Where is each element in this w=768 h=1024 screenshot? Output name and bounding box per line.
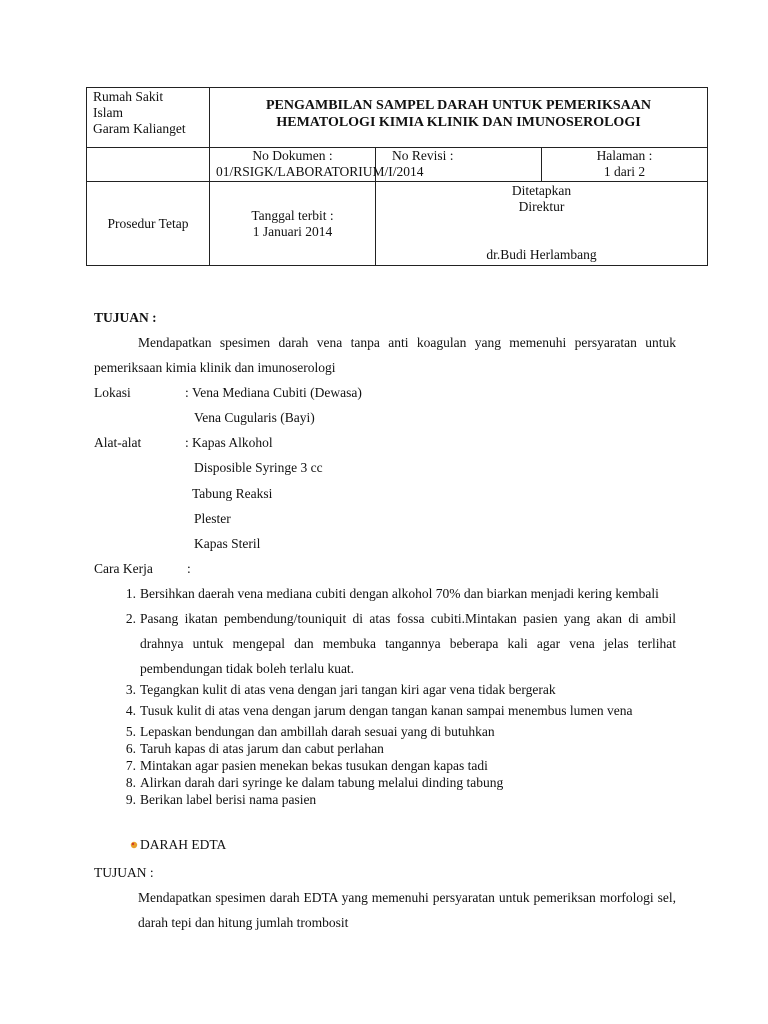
step-text: Lepaskan bendungan dan ambillah darah sesuai yang di butuhkan bbox=[140, 724, 495, 739]
step-text: Pasang ikatan pembendung/touniquit di atas fossa cubiti.Mintakan pasien yang akan di ambil drahnya untuk mengepal dan membuka tangannya beberapa kali agar vena jelas terlihat pembendungan tidak boleh terlalu kuat. bbox=[140, 611, 676, 676]
hospital-name-line-3: Garam Kalianget bbox=[93, 121, 186, 136]
list-item: 9. Berikan label berisi nama pasien bbox=[125, 792, 317, 807]
list-item: 5. Lepaskan bendungan dan ambillah darah sesuai yang di butuhkan bbox=[125, 724, 495, 739]
tools-row bbox=[94, 481, 676, 506]
section-heading: TUJUAN : bbox=[94, 865, 154, 880]
tools-row bbox=[94, 455, 676, 480]
document-number-label: No Dokumen : bbox=[252, 148, 333, 163]
revision-label: No Revisi : bbox=[392, 148, 454, 163]
document-number-value: 01/RSIGK/LABORATORIUM/I/2014 bbox=[216, 164, 424, 179]
tool-item: Kapas Steril bbox=[194, 536, 261, 551]
signatory-name: dr.Budi Herlambang bbox=[486, 247, 597, 262]
hospital-name-line-1: Rumah Sakit bbox=[93, 89, 164, 104]
location-row bbox=[94, 405, 676, 430]
list-item: 1. Bersihkan daerah vena mediana cubiti dengan alkohol 70% dan biarkan menjadi kering kembali bbox=[125, 586, 659, 601]
approval-label: Ditetapkan bbox=[511, 183, 572, 198]
issue-date-value: 1 Januari 2014 bbox=[252, 223, 333, 239]
step-text: Mintakan agar pasien menekan bekas tusukan dengan kapas tadi bbox=[140, 758, 488, 773]
edta-bullet-row bbox=[94, 836, 676, 854]
list-item: 3. Tegangkan kulit di atas vena dengan jari tangan kiri agar vena tidak bergerak bbox=[125, 682, 556, 697]
step-text: Tegangkan kulit di atas vena dengan jari tangan kiri agar vena tidak bergerak bbox=[140, 682, 556, 697]
document-title bbox=[210, 88, 708, 148]
title-line-2: HEMATOLOGI KIMIA KLINIK DAN IMUNOSEROLOGI bbox=[276, 115, 641, 130]
step-text: Bersihkan daerah vena mediana cubiti dengan alkohol 70% dan biarkan menjadi kering kembali bbox=[140, 586, 659, 601]
method-row bbox=[94, 556, 676, 581]
hospital-name bbox=[87, 88, 210, 148]
page-number-value: 1 dari 2 bbox=[603, 164, 646, 179]
page-number-label: Halaman : bbox=[596, 148, 653, 163]
colon: : bbox=[185, 435, 189, 450]
edta-heading: DARAH EDTA bbox=[140, 837, 227, 852]
step-text: Tusuk kulit di atas vena dengan jarum dengan tangan kanan sampai menembus lumen vena bbox=[140, 703, 633, 718]
list-item: 2. Pasang ikatan pembendung/touniquit di atas fossa cubiti.Mintakan pasien yang akan di ambil drahnya untuk mengepal dan membuka tangannya beberapa kali agar vena jelas terlihat pembendungan tidak boleh terlalu kuat. bbox=[125, 611, 676, 676]
tool-item: Plester bbox=[194, 511, 231, 526]
colon: : bbox=[187, 561, 191, 576]
tool-item: Kapas Alkohol bbox=[192, 435, 273, 450]
procedure-cell bbox=[87, 182, 210, 266]
issue-date-cell bbox=[210, 182, 376, 266]
title-line-1: PENGAMBILAN SAMPEL DARAH UNTUK PEMERIKSAAN bbox=[265, 98, 652, 113]
step-text: Taruh kapas di atas jarum dan cabut perlahan bbox=[140, 741, 384, 756]
list-item: 6. Taruh kapas di atas jarum dan cabut perlahan bbox=[125, 741, 384, 756]
page-number-cell bbox=[542, 148, 708, 182]
section-paragraph: Mendapatkan spesimen darah EDTA yang memenuhi persyaratan untuk pemeriksan morfologi sel, darah tepi dan hitung jumlah trombosit bbox=[138, 890, 676, 930]
colon: : bbox=[185, 385, 189, 400]
method-label: Cara Kerja bbox=[94, 561, 153, 576]
location-label: Lokasi bbox=[94, 385, 131, 400]
list-item: 7. Mintakan agar pasien menekan bekas tusukan dengan kapas tadi bbox=[125, 758, 488, 773]
step-text: Alirkan darah dari syringe ke dalam tabung melalui dinding tabung bbox=[140, 775, 504, 790]
section-paragraph: Mendapatkan spesimen darah vena tanpa anti koagulan yang memenuhi persyaratan untuk pemeriksaan kimia klinik dan imunoserologi bbox=[94, 335, 676, 375]
approver-role: Direktur bbox=[518, 199, 565, 214]
tools-row bbox=[94, 506, 676, 531]
procedure-steps bbox=[94, 580, 676, 808]
location-row bbox=[94, 380, 676, 405]
tools-row bbox=[94, 531, 676, 556]
location-item: Vena Mediana Cubiti (Dewasa) bbox=[192, 385, 362, 400]
signature-space bbox=[382, 221, 701, 247]
tool-item: Tabung Reaksi bbox=[192, 486, 273, 501]
header-table bbox=[86, 87, 708, 266]
tools-label: Alat-alat bbox=[94, 435, 142, 450]
approval-cell bbox=[376, 182, 708, 266]
hospital-name-line-2: Islam bbox=[93, 105, 123, 120]
empty-cell bbox=[87, 148, 210, 182]
list-item: 8. Alirkan darah dari syringe ke dalam tabung melalui dinding tabung bbox=[125, 775, 504, 790]
bullet-icon bbox=[130, 841, 138, 849]
tools-row bbox=[94, 430, 676, 455]
location-item: Vena Cugularis (Bayi) bbox=[194, 410, 315, 425]
issue-date-label: Tanggal terbit : bbox=[251, 207, 334, 223]
step-text: Berikan label berisi nama pasien bbox=[140, 792, 317, 807]
procedure-type: Prosedur Tetap bbox=[107, 215, 189, 231]
list-item: 4. Tusuk kulit di atas vena dengan jarum dengan tangan kanan sampai menembus lumen vena bbox=[125, 703, 633, 718]
tool-item: Disposible Syringe 3 cc bbox=[194, 460, 323, 475]
section-heading: TUJUAN : bbox=[94, 310, 157, 325]
